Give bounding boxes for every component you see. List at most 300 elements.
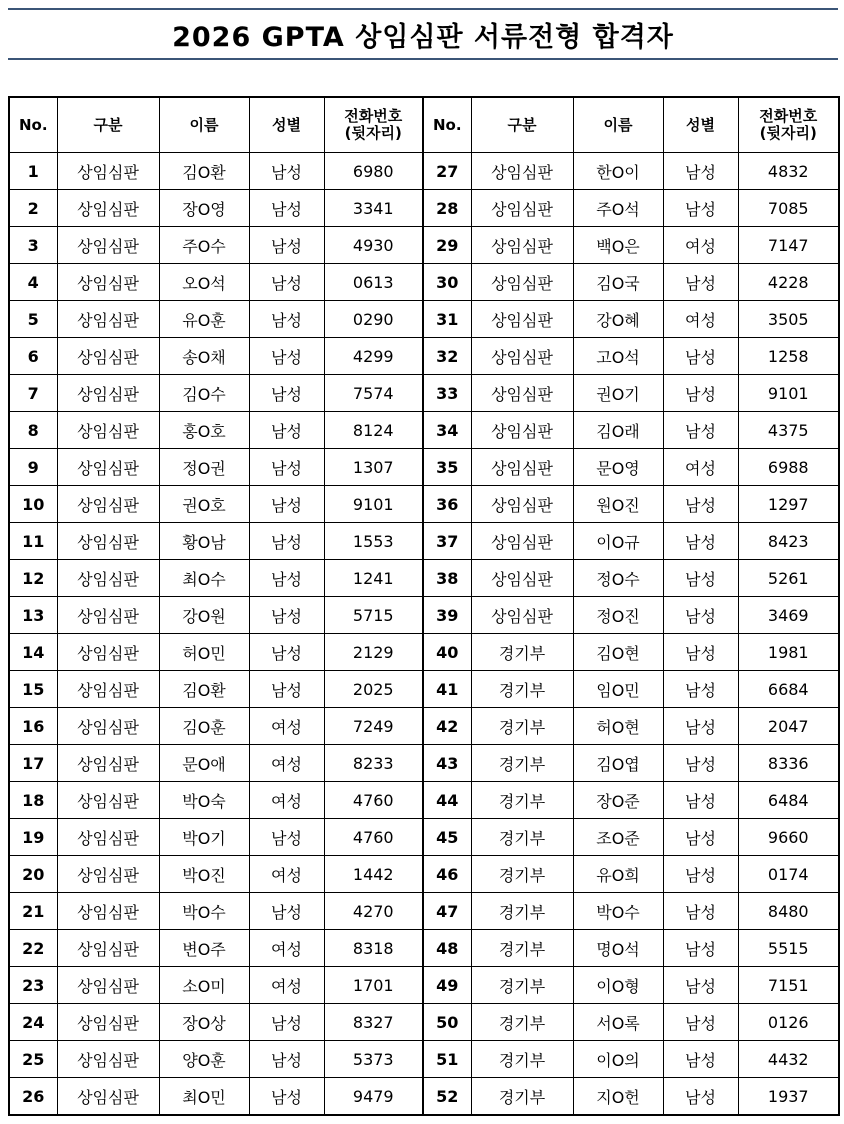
table-row xyxy=(9,1041,839,1078)
cell-no: 29 xyxy=(423,227,471,264)
cell-no: 7 xyxy=(9,375,57,412)
cell-name: 박O숙 xyxy=(159,782,249,819)
cell-category: 상임심판 xyxy=(471,153,573,190)
cell-gender: 남성 xyxy=(663,819,738,856)
cell-category: 상임심판 xyxy=(57,1078,159,1116)
header-phone xyxy=(324,97,423,153)
cell-category: 상임심판 xyxy=(57,893,159,930)
cell-name: 정O진 xyxy=(573,597,663,634)
cell-gender: 남성 xyxy=(249,819,324,856)
cell-phone: 1241 xyxy=(324,560,423,597)
cell-name: 주O수 xyxy=(159,227,249,264)
cell-name: 허O민 xyxy=(159,634,249,671)
header-phone-line1: 전화번호 xyxy=(759,107,818,125)
cell-gender: 남성 xyxy=(663,708,738,745)
cell-no: 17 xyxy=(9,745,57,782)
cell-no: 31 xyxy=(423,301,471,338)
cell-category: 상임심판 xyxy=(57,486,159,523)
cell-name: 최O민 xyxy=(159,1078,249,1116)
cell-gender: 남성 xyxy=(249,893,324,930)
cell-category: 경기부 xyxy=(471,819,573,856)
cell-category: 상임심판 xyxy=(57,856,159,893)
cell-category: 상임심판 xyxy=(57,523,159,560)
cell-no: 18 xyxy=(9,782,57,819)
cell-phone: 4228 xyxy=(738,264,839,301)
cell-category: 경기부 xyxy=(471,967,573,1004)
cell-phone: 8480 xyxy=(738,893,839,930)
cell-phone: 7249 xyxy=(324,708,423,745)
cell-phone: 7151 xyxy=(738,967,839,1004)
cell-no: 30 xyxy=(423,264,471,301)
cell-name: 강O원 xyxy=(159,597,249,634)
cell-phone: 4432 xyxy=(738,1041,839,1078)
cell-category: 경기부 xyxy=(471,782,573,819)
cell-name: 김O엽 xyxy=(573,745,663,782)
cell-category: 경기부 xyxy=(471,634,573,671)
cell-name: 장O영 xyxy=(159,190,249,227)
cell-name: 김O환 xyxy=(159,671,249,708)
cell-category: 상임심판 xyxy=(57,301,159,338)
cell-phone: 0290 xyxy=(324,301,423,338)
table-row xyxy=(9,708,839,745)
cell-phone: 0613 xyxy=(324,264,423,301)
cell-name: 정O수 xyxy=(573,560,663,597)
table-row xyxy=(9,486,839,523)
cell-gender: 남성 xyxy=(249,301,324,338)
cell-phone: 4832 xyxy=(738,153,839,190)
cell-category: 상임심판 xyxy=(57,153,159,190)
cell-gender: 여성 xyxy=(249,708,324,745)
table-row xyxy=(9,338,839,375)
cell-name: 박O기 xyxy=(159,819,249,856)
table-row xyxy=(9,745,839,782)
cell-name: 원O진 xyxy=(573,486,663,523)
cell-gender: 남성 xyxy=(663,671,738,708)
cell-phone: 4930 xyxy=(324,227,423,264)
cell-phone: 1442 xyxy=(324,856,423,893)
table-row xyxy=(9,893,839,930)
cell-gender: 남성 xyxy=(249,671,324,708)
table-row xyxy=(9,153,839,190)
cell-no: 38 xyxy=(423,560,471,597)
cell-gender: 남성 xyxy=(249,634,324,671)
cell-phone: 4270 xyxy=(324,893,423,930)
table-row xyxy=(9,560,839,597)
cell-phone: 4375 xyxy=(738,412,839,449)
roster-table xyxy=(8,96,840,1116)
cell-gender: 남성 xyxy=(663,412,738,449)
cell-phone: 9479 xyxy=(324,1078,423,1116)
header-no: No. xyxy=(423,97,471,153)
cell-name: 명O석 xyxy=(573,930,663,967)
table-row xyxy=(9,634,839,671)
cell-name: 유O훈 xyxy=(159,301,249,338)
cell-phone: 1701 xyxy=(324,967,423,1004)
cell-gender: 남성 xyxy=(249,486,324,523)
cell-gender: 남성 xyxy=(663,523,738,560)
cell-name: 유O희 xyxy=(573,856,663,893)
cell-category: 상임심판 xyxy=(57,412,159,449)
cell-no: 5 xyxy=(9,301,57,338)
cell-name: 이O규 xyxy=(573,523,663,560)
table-row xyxy=(9,1078,839,1116)
cell-name: 변O주 xyxy=(159,930,249,967)
cell-category: 상임심판 xyxy=(471,449,573,486)
cell-category: 상임심판 xyxy=(471,190,573,227)
cell-category: 상임심판 xyxy=(57,782,159,819)
cell-no: 43 xyxy=(423,745,471,782)
cell-no: 28 xyxy=(423,190,471,227)
cell-no: 50 xyxy=(423,1004,471,1041)
cell-no: 40 xyxy=(423,634,471,671)
cell-category: 상임심판 xyxy=(57,338,159,375)
cell-name: 김O훈 xyxy=(159,708,249,745)
cell-name: 이O의 xyxy=(573,1041,663,1078)
table-row xyxy=(9,227,839,264)
cell-phone: 2047 xyxy=(738,708,839,745)
cell-gender: 남성 xyxy=(663,597,738,634)
cell-gender: 남성 xyxy=(663,338,738,375)
cell-name: 고O석 xyxy=(573,338,663,375)
cell-name: 권O호 xyxy=(159,486,249,523)
cell-gender: 남성 xyxy=(663,930,738,967)
cell-gender: 남성 xyxy=(663,856,738,893)
cell-gender: 여성 xyxy=(249,782,324,819)
header-row xyxy=(9,97,839,153)
cell-name: 김O환 xyxy=(159,153,249,190)
cell-phone: 9660 xyxy=(738,819,839,856)
cell-category: 상임심판 xyxy=(57,560,159,597)
cell-gender: 여성 xyxy=(249,967,324,1004)
cell-category: 상임심판 xyxy=(57,930,159,967)
cell-no: 16 xyxy=(9,708,57,745)
cell-no: 41 xyxy=(423,671,471,708)
cell-no: 9 xyxy=(9,449,57,486)
cell-no: 3 xyxy=(9,227,57,264)
cell-category: 경기부 xyxy=(471,893,573,930)
cell-phone: 5261 xyxy=(738,560,839,597)
cell-no: 24 xyxy=(9,1004,57,1041)
cell-category: 경기부 xyxy=(471,1004,573,1041)
cell-category: 경기부 xyxy=(471,1041,573,1078)
cell-category: 상임심판 xyxy=(471,560,573,597)
cell-gender: 남성 xyxy=(249,1041,324,1078)
cell-phone: 4760 xyxy=(324,782,423,819)
cell-name: 양O훈 xyxy=(159,1041,249,1078)
cell-no: 12 xyxy=(9,560,57,597)
cell-phone: 1297 xyxy=(738,486,839,523)
cell-gender: 남성 xyxy=(663,190,738,227)
cell-category: 경기부 xyxy=(471,745,573,782)
table-row xyxy=(9,412,839,449)
cell-gender: 남성 xyxy=(663,375,738,412)
cell-name: 허O현 xyxy=(573,708,663,745)
cell-phone: 7574 xyxy=(324,375,423,412)
cell-name: 최O수 xyxy=(159,560,249,597)
cell-no: 47 xyxy=(423,893,471,930)
table-row xyxy=(9,301,839,338)
header-phone-line2: (뒷자리) xyxy=(759,124,817,142)
cell-phone: 7147 xyxy=(738,227,839,264)
cell-phone: 8233 xyxy=(324,745,423,782)
cell-name: 권O기 xyxy=(573,375,663,412)
cell-gender: 남성 xyxy=(663,264,738,301)
cell-name: 강O혜 xyxy=(573,301,663,338)
header-name: 이름 xyxy=(159,97,249,153)
header-no: No. xyxy=(9,97,57,153)
cell-no: 39 xyxy=(423,597,471,634)
cell-name: 조O준 xyxy=(573,819,663,856)
header-gender: 성별 xyxy=(249,97,324,153)
cell-category: 상임심판 xyxy=(57,1004,159,1041)
cell-phone: 6980 xyxy=(324,153,423,190)
cell-name: 주O석 xyxy=(573,190,663,227)
cell-category: 상임심판 xyxy=(57,597,159,634)
cell-phone: 2025 xyxy=(324,671,423,708)
cell-category: 상임심판 xyxy=(57,375,159,412)
cell-name: 정O권 xyxy=(159,449,249,486)
cell-phone: 8336 xyxy=(738,745,839,782)
cell-phone: 8327 xyxy=(324,1004,423,1041)
cell-name: 김O수 xyxy=(159,375,249,412)
cell-no: 4 xyxy=(9,264,57,301)
cell-no: 36 xyxy=(423,486,471,523)
cell-no: 48 xyxy=(423,930,471,967)
cell-no: 15 xyxy=(9,671,57,708)
cell-name: 박O진 xyxy=(159,856,249,893)
cell-gender: 여성 xyxy=(663,227,738,264)
cell-no: 14 xyxy=(9,634,57,671)
header-name: 이름 xyxy=(573,97,663,153)
cell-no: 34 xyxy=(423,412,471,449)
cell-no: 22 xyxy=(9,930,57,967)
cell-phone: 4760 xyxy=(324,819,423,856)
cell-phone: 0174 xyxy=(738,856,839,893)
cell-gender: 남성 xyxy=(249,449,324,486)
cell-phone: 3469 xyxy=(738,597,839,634)
cell-phone: 8318 xyxy=(324,930,423,967)
cell-phone: 3505 xyxy=(738,301,839,338)
cell-category: 상임심판 xyxy=(57,449,159,486)
table-row xyxy=(9,671,839,708)
cell-name: 이O형 xyxy=(573,967,663,1004)
cell-no: 33 xyxy=(423,375,471,412)
table-row xyxy=(9,782,839,819)
cell-no: 11 xyxy=(9,523,57,560)
cell-category: 상임심판 xyxy=(57,227,159,264)
cell-no: 1 xyxy=(9,153,57,190)
table-row xyxy=(9,449,839,486)
cell-no: 26 xyxy=(9,1078,57,1116)
table-row xyxy=(9,1004,839,1041)
cell-category: 상임심판 xyxy=(57,708,159,745)
cell-phone: 7085 xyxy=(738,190,839,227)
cell-category: 상임심판 xyxy=(57,745,159,782)
cell-no: 25 xyxy=(9,1041,57,1078)
cell-phone: 1553 xyxy=(324,523,423,560)
cell-no: 45 xyxy=(423,819,471,856)
cell-gender: 여성 xyxy=(249,930,324,967)
cell-name: 황O남 xyxy=(159,523,249,560)
cell-name: 오O석 xyxy=(159,264,249,301)
cell-category: 상임심판 xyxy=(57,1041,159,1078)
cell-category: 상임심판 xyxy=(471,227,573,264)
cell-name: 서O록 xyxy=(573,1004,663,1041)
table-row xyxy=(9,856,839,893)
cell-name: 문O영 xyxy=(573,449,663,486)
cell-name: 백O은 xyxy=(573,227,663,264)
table-row xyxy=(9,264,839,301)
title-bar xyxy=(8,8,838,60)
cell-gender: 남성 xyxy=(249,523,324,560)
cell-category: 상임심판 xyxy=(57,634,159,671)
cell-name: 김O래 xyxy=(573,412,663,449)
table-row xyxy=(9,190,839,227)
table-row xyxy=(9,930,839,967)
cell-no: 10 xyxy=(9,486,57,523)
cell-category: 경기부 xyxy=(471,930,573,967)
cell-name: 김O국 xyxy=(573,264,663,301)
cell-gender: 남성 xyxy=(249,190,324,227)
cell-gender: 남성 xyxy=(249,560,324,597)
cell-category: 상임심판 xyxy=(471,523,573,560)
cell-gender: 남성 xyxy=(249,264,324,301)
cell-no: 35 xyxy=(423,449,471,486)
cell-phone: 5373 xyxy=(324,1041,423,1078)
table-row xyxy=(9,967,839,1004)
cell-gender: 남성 xyxy=(663,893,738,930)
cell-gender: 여성 xyxy=(249,745,324,782)
cell-phone: 1981 xyxy=(738,634,839,671)
cell-phone: 8124 xyxy=(324,412,423,449)
cell-phone: 1937 xyxy=(738,1078,839,1116)
table-row xyxy=(9,375,839,412)
cell-name: 홍O호 xyxy=(159,412,249,449)
cell-gender: 남성 xyxy=(249,1078,324,1116)
cell-gender: 남성 xyxy=(663,1004,738,1041)
cell-no: 13 xyxy=(9,597,57,634)
cell-category: 상임심판 xyxy=(57,967,159,1004)
cell-phone: 6988 xyxy=(738,449,839,486)
cell-category: 경기부 xyxy=(471,671,573,708)
cell-category: 상임심판 xyxy=(471,264,573,301)
cell-no: 52 xyxy=(423,1078,471,1116)
cell-no: 6 xyxy=(9,338,57,375)
cell-phone: 4299 xyxy=(324,338,423,375)
cell-name: 박O수 xyxy=(159,893,249,930)
cell-gender: 남성 xyxy=(249,153,324,190)
table-row xyxy=(9,819,839,856)
cell-gender: 남성 xyxy=(663,486,738,523)
cell-category: 상임심판 xyxy=(471,375,573,412)
cell-gender: 남성 xyxy=(249,375,324,412)
cell-phone: 5515 xyxy=(738,930,839,967)
roster-body xyxy=(9,153,839,1116)
header-category: 구분 xyxy=(57,97,159,153)
cell-phone: 6684 xyxy=(738,671,839,708)
cell-phone: 1258 xyxy=(738,338,839,375)
cell-gender: 여성 xyxy=(663,301,738,338)
cell-gender: 남성 xyxy=(249,597,324,634)
cell-no: 32 xyxy=(423,338,471,375)
cell-no: 20 xyxy=(9,856,57,893)
cell-phone: 9101 xyxy=(324,486,423,523)
cell-phone: 6484 xyxy=(738,782,839,819)
cell-gender: 남성 xyxy=(663,153,738,190)
cell-no: 42 xyxy=(423,708,471,745)
cell-name: 장O준 xyxy=(573,782,663,819)
cell-phone: 9101 xyxy=(738,375,839,412)
cell-category: 경기부 xyxy=(471,1078,573,1116)
cell-category: 경기부 xyxy=(471,708,573,745)
page-title: 2026 GPTA 상임심판 서류전형 합격자 xyxy=(172,21,674,53)
cell-no: 21 xyxy=(9,893,57,930)
cell-name: 지O헌 xyxy=(573,1078,663,1116)
cell-category: 경기부 xyxy=(471,856,573,893)
cell-name: 한O이 xyxy=(573,153,663,190)
cell-name: 장O상 xyxy=(159,1004,249,1041)
header-gender: 성별 xyxy=(663,97,738,153)
cell-phone: 5715 xyxy=(324,597,423,634)
cell-gender: 여성 xyxy=(663,449,738,486)
cell-gender: 남성 xyxy=(663,1078,738,1116)
cell-no: 27 xyxy=(423,153,471,190)
header-phone-line1: 전화번호 xyxy=(344,107,403,125)
cell-gender: 남성 xyxy=(663,1041,738,1078)
cell-no: 19 xyxy=(9,819,57,856)
cell-name: 박O수 xyxy=(573,893,663,930)
cell-phone: 1307 xyxy=(324,449,423,486)
cell-category: 상임심판 xyxy=(471,338,573,375)
cell-name: 김O현 xyxy=(573,634,663,671)
cell-no: 2 xyxy=(9,190,57,227)
cell-name: 송O채 xyxy=(159,338,249,375)
cell-gender: 남성 xyxy=(663,560,738,597)
cell-category: 상임심판 xyxy=(471,301,573,338)
cell-no: 44 xyxy=(423,782,471,819)
cell-no: 37 xyxy=(423,523,471,560)
cell-category: 상임심판 xyxy=(57,190,159,227)
cell-no: 49 xyxy=(423,967,471,1004)
cell-name: 소O미 xyxy=(159,967,249,1004)
cell-phone: 2129 xyxy=(324,634,423,671)
header-category: 구분 xyxy=(471,97,573,153)
cell-name: 문O애 xyxy=(159,745,249,782)
cell-phone: 8423 xyxy=(738,523,839,560)
cell-gender: 남성 xyxy=(663,782,738,819)
cell-gender: 남성 xyxy=(663,634,738,671)
cell-no: 51 xyxy=(423,1041,471,1078)
cell-category: 상임심판 xyxy=(471,597,573,634)
cell-phone: 3341 xyxy=(324,190,423,227)
table-row xyxy=(9,597,839,634)
cell-name: 임O민 xyxy=(573,671,663,708)
cell-gender: 남성 xyxy=(249,1004,324,1041)
header-phone xyxy=(738,97,839,153)
cell-gender: 여성 xyxy=(249,856,324,893)
cell-phone: 0126 xyxy=(738,1004,839,1041)
table-row xyxy=(9,523,839,560)
cell-category: 상임심판 xyxy=(57,819,159,856)
cell-category: 상임심판 xyxy=(57,264,159,301)
cell-no: 8 xyxy=(9,412,57,449)
cell-no: 46 xyxy=(423,856,471,893)
cell-gender: 남성 xyxy=(663,745,738,782)
cell-category: 상임심판 xyxy=(471,486,573,523)
cell-gender: 남성 xyxy=(249,412,324,449)
cell-category: 상임심판 xyxy=(471,412,573,449)
cell-gender: 남성 xyxy=(249,227,324,264)
